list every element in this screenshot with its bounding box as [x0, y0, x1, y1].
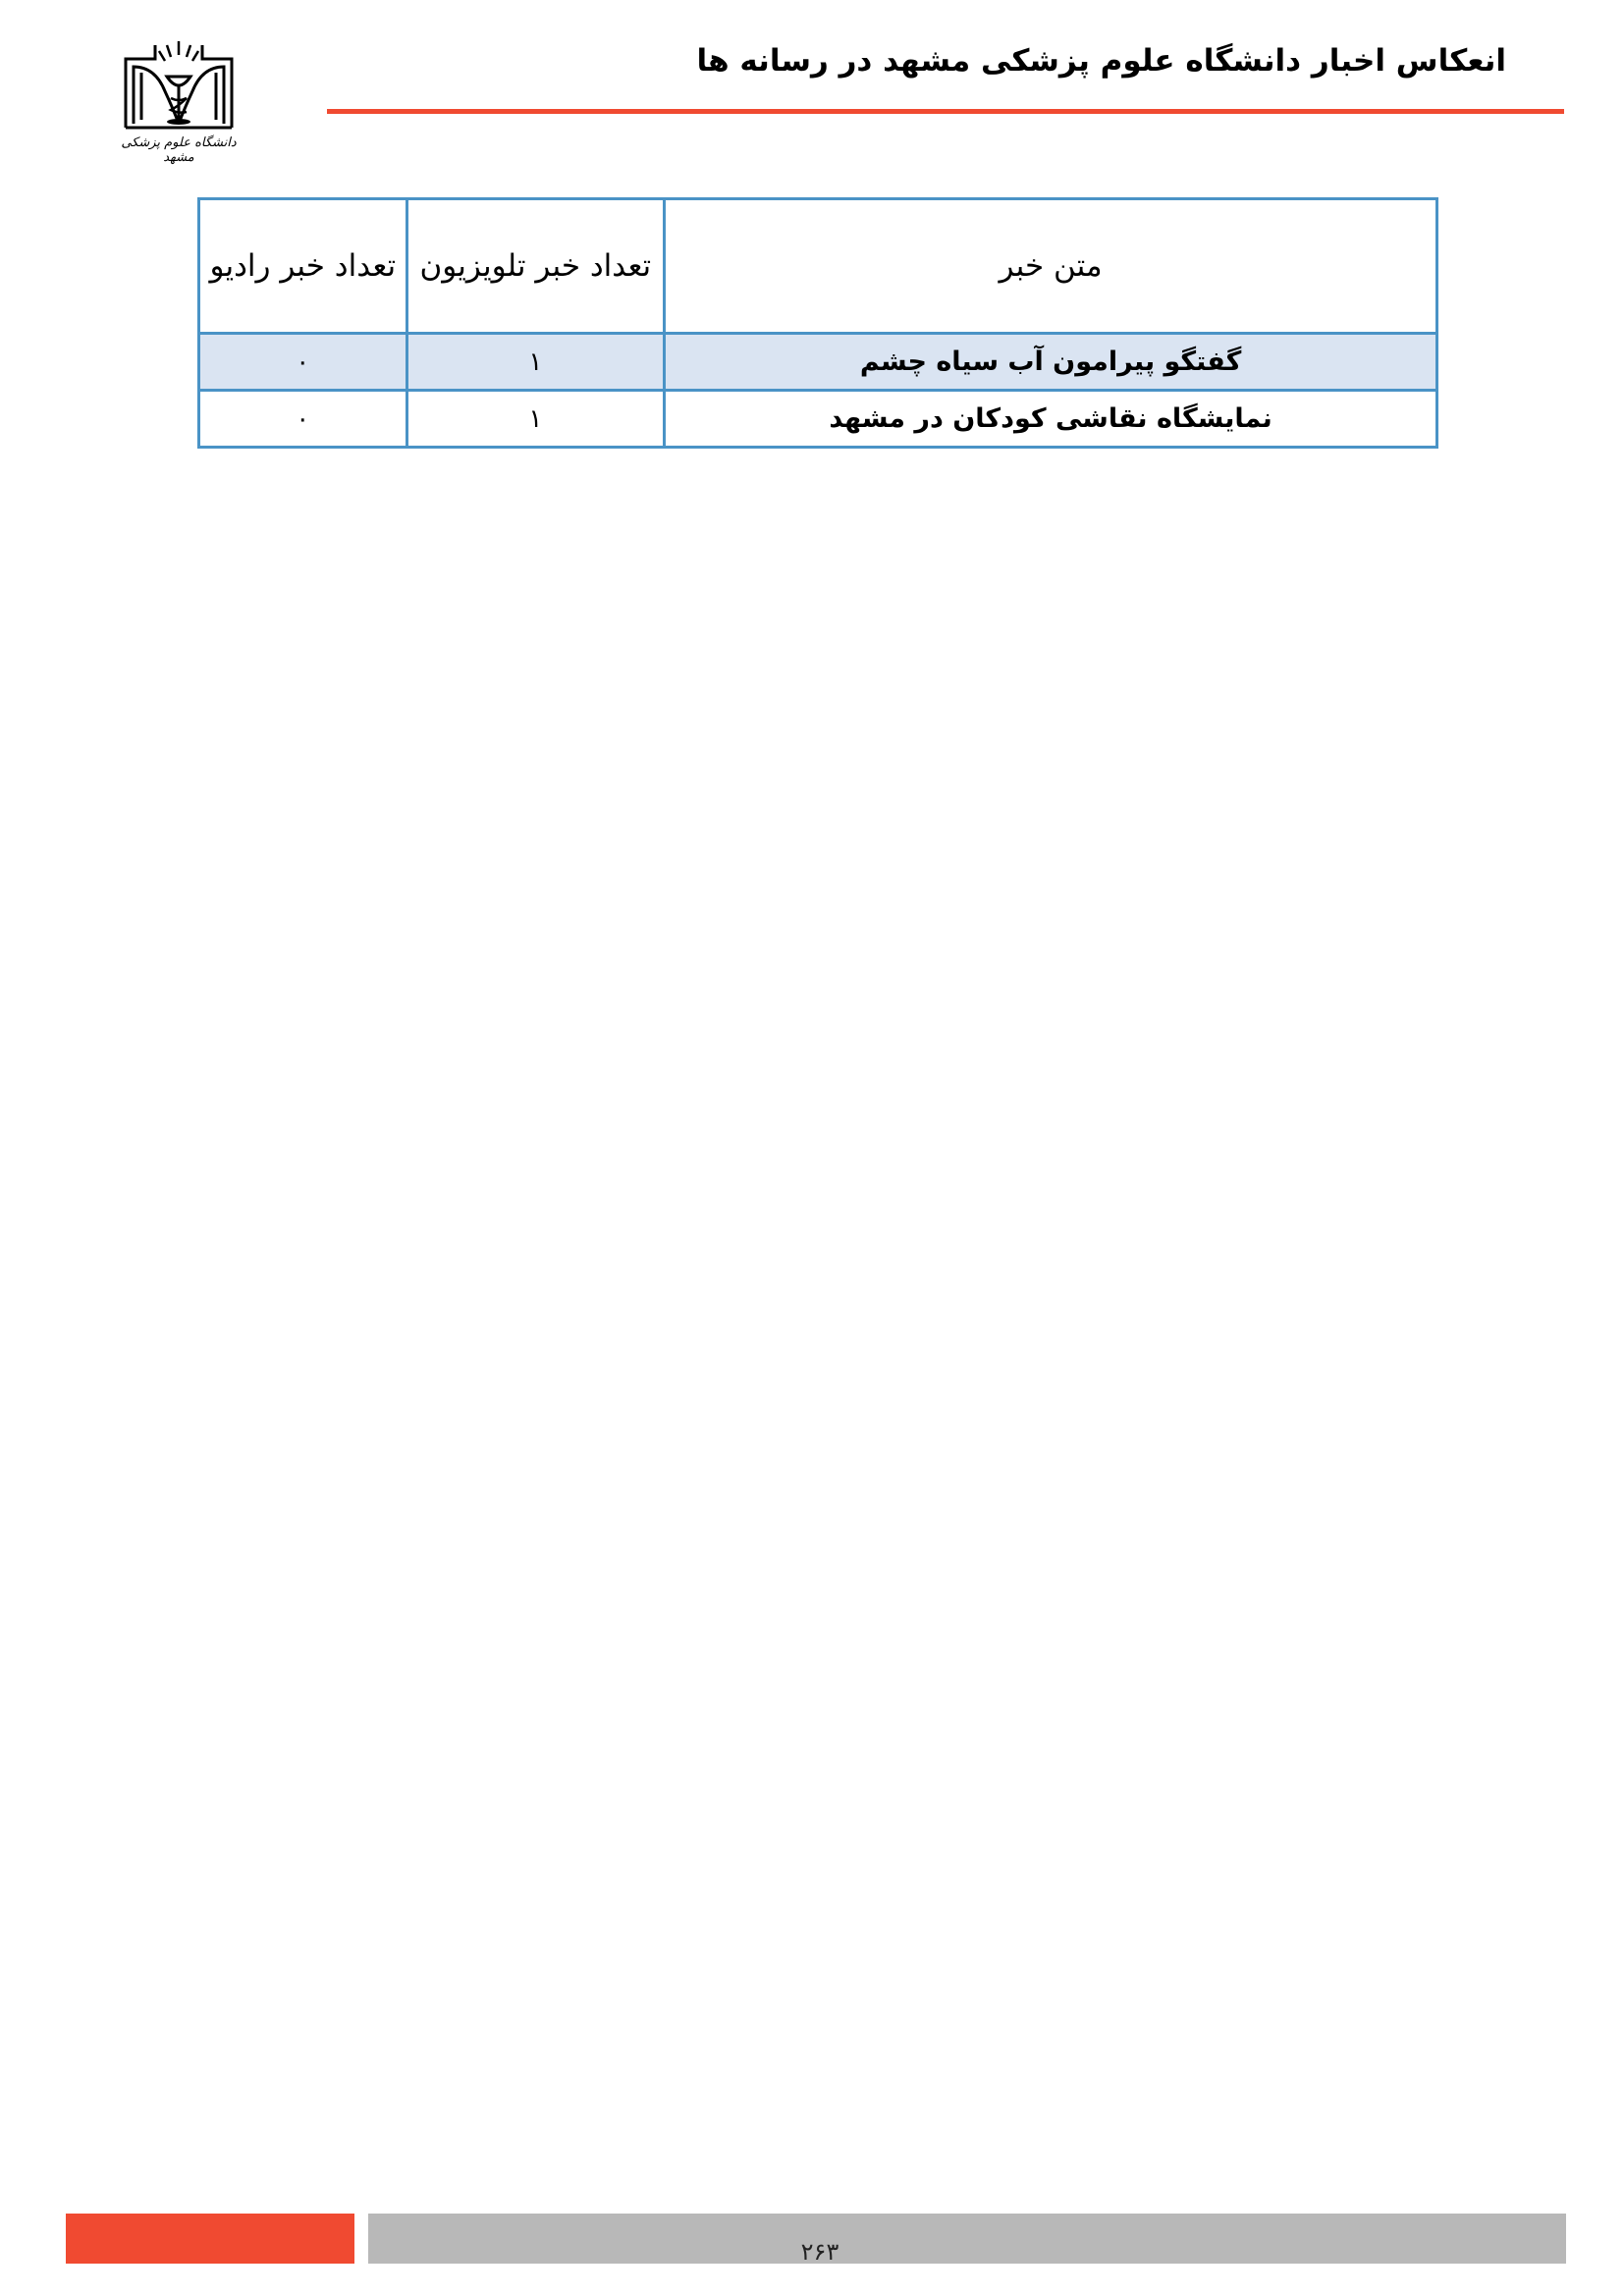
header-divider: [327, 109, 1564, 114]
table-row: [199, 334, 1437, 391]
footer-accent-bar: [66, 2214, 354, 2264]
news-title-cell: گفتگو پیرامون آب سیاه چشم: [665, 334, 1437, 391]
radio-count-cell: ۰: [199, 391, 407, 448]
tv-count-cell: ۱: [406, 391, 665, 448]
tv-count-cell: ۱: [406, 334, 665, 391]
radio-count-cell: ۰: [199, 334, 407, 391]
logo-caption: دانشگاه علوم پزشکی مشهد: [121, 135, 237, 165]
header-tv-count: تعداد خبر تلویزیون: [406, 199, 665, 334]
university-emblem-icon: [116, 37, 242, 135]
table-header-row: [199, 199, 1437, 334]
footer-gray-bar: [368, 2214, 1566, 2264]
page-number: ۲۶۳: [800, 2238, 839, 2266]
header-news-text: متن خبر: [665, 199, 1437, 334]
news-table: [197, 197, 1438, 449]
header-radio-count: تعداد خبر رادیو: [199, 199, 407, 334]
document-title: انعکاس اخبار دانشگاه علوم پزشکی مشهد در رسانه ها: [696, 43, 1506, 79]
news-title-cell: نمایشگاه نقاشی کودکان در مشهد: [665, 391, 1437, 448]
table-row: [199, 391, 1437, 448]
